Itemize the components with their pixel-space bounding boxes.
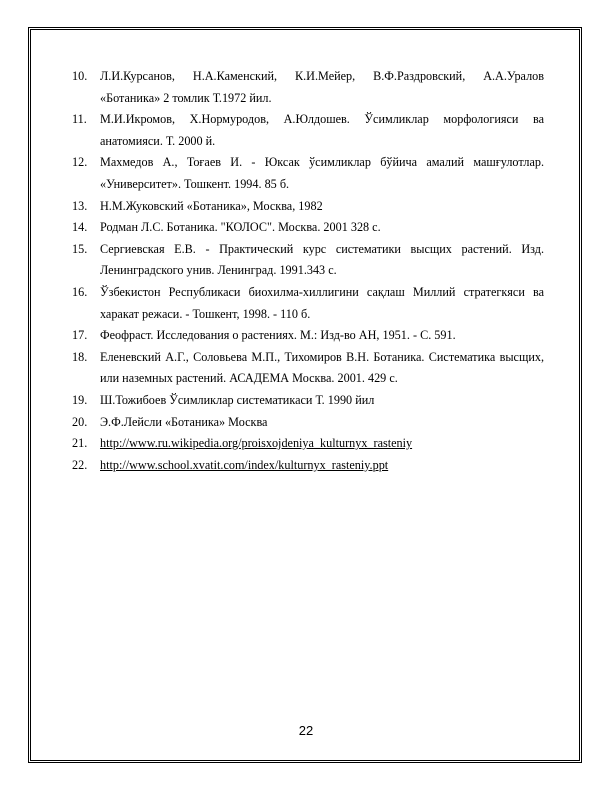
reference-item xyxy=(72,152,544,195)
reference-number: 15. xyxy=(72,241,88,256)
reference-number: 18. xyxy=(72,349,88,364)
reference-item xyxy=(72,433,544,455)
reference-text: Махмедов А., Тоғаев И. - Юксак ўсимликлар бўйича амалий машғулотлар. «Университет». Тошкент. 1994. 85 б. xyxy=(100,155,544,191)
reference-text: Сергиевская Е.В. - Практический курс систематики высщих растений. Изд. Ленинградского унив. Ленинград. 1991.343 с. xyxy=(100,241,544,278)
reference-number: 22. xyxy=(72,457,88,472)
reference-text: Еленевский А.Г., Соловьева М.П., Тихомиров В.Н. Ботаника. Систематика высщих, или наземных растений. АСАДЕМА Москва. 2001. 429 с. xyxy=(100,349,544,386)
reference-item xyxy=(72,455,544,477)
reference-item xyxy=(72,325,544,347)
reference-item xyxy=(72,239,544,282)
reference-number: 11. xyxy=(72,112,87,127)
reference-number: 21. xyxy=(72,436,88,451)
reference-item xyxy=(72,390,544,412)
reference-number: 13. xyxy=(72,198,88,213)
reference-item xyxy=(72,412,544,434)
reference-number: 10. xyxy=(72,69,88,83)
reference-text: Э.Ф.Лейсли «Ботаника» Москва xyxy=(100,414,268,429)
reference-list xyxy=(72,66,544,476)
reference-number: 20. xyxy=(72,414,88,429)
reference-item xyxy=(72,66,544,109)
reference-item xyxy=(72,196,544,218)
page-number: 22 xyxy=(298,723,314,738)
reference-item xyxy=(72,282,544,325)
reference-number: 14. xyxy=(72,220,88,235)
reference-text: М.И.Икромов, Х.Нормуродов, А.Юлдошев. Ўсимликлар морфологияси ва анатомияси. Т. 2000 й. xyxy=(100,112,544,148)
reference-text: Родман Л.С. Ботаника. "КОЛОС". Москва. 2001 328 с. xyxy=(100,220,381,235)
reference-number: 19. xyxy=(72,392,88,407)
reference-item xyxy=(72,217,544,239)
reference-number: 17. xyxy=(72,328,88,343)
reference-link[interactable]: http://www.ru.wikipedia.org/proisxojdeniya_kulturnyx_rasteniy xyxy=(100,436,413,451)
reference-number: 16. xyxy=(72,284,88,299)
reference-text: Феофраст. Исследования о растениях. М.: Изд-во АН, 1951. - С. 591. xyxy=(100,328,456,343)
reference-item xyxy=(72,347,544,390)
reference-text: Ш.Тожибоев Ўсимликлар систематикаси Т. 1990 йил xyxy=(100,392,375,407)
reference-text: Ўзбекистон Республикаси биохилма-хиллигини сақлаш Миллий стратегкяси ва харакат режаси. - Тошкент, 1998. - 110 б. xyxy=(100,284,544,321)
reference-text: Л.И.Курсанов, Н.А.Каменский, К.И.Мейер, В.Ф.Раздровский, А.А.Уралов «Ботаника» 2 томлик Т.1972 йил. xyxy=(100,69,544,105)
reference-text: Н.М.Жуковский «Ботаника», Москва, 1982 xyxy=(100,198,323,213)
reference-item xyxy=(72,109,544,152)
reference-number: 12. xyxy=(72,155,88,170)
reference-link[interactable]: http://www.school.xvatit.com/index/kulturnyx_rasteniy.ppt xyxy=(100,457,389,472)
